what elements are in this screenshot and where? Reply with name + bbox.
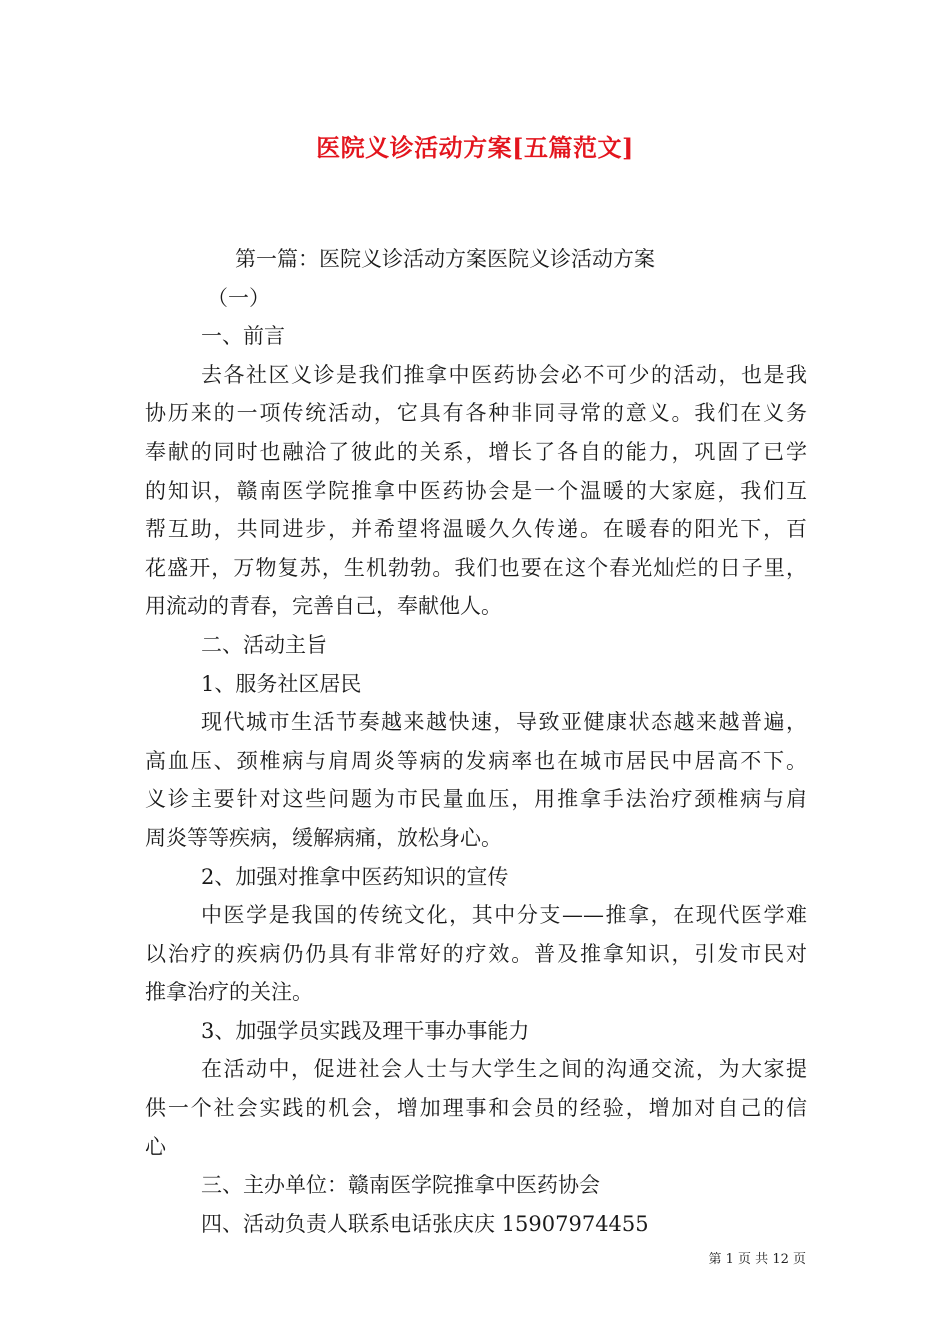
document-body: [145, 240, 807, 1243]
paragraph-line: 奉献的同时也融洽了彼此的关系，增长了各自的能力，巩固了已学: [145, 439, 807, 464]
item-heading: 3、加强学员实践及理干事办事能力: [201, 1018, 530, 1043]
paragraph-line: 以治疗的疾病仍仍具有非常好的疗效。普及推拿知识，引发市民对: [145, 941, 807, 966]
paragraph-line: 帮互助，共同进步，并希望将温暖久久传递。在暖春的阳光下，百: [145, 517, 807, 542]
paragraph-line: 协历来的一项传统活动，它具有各种非同寻常的意义。我们在义务: [145, 401, 807, 426]
paragraph-line: 中医学是我国的传统文化，其中分支——推拿，在现代医学难: [201, 903, 807, 928]
item-heading: 1、服务社区居民: [201, 671, 362, 696]
paragraph-line: 周炎等等疾病，缓解病痛，放松身心。: [145, 825, 502, 850]
paragraph-line: 推拿治疗的关注。: [145, 980, 313, 1005]
organizer-line: 三、主办单位：赣南医学院推拿中医药协会: [201, 1173, 600, 1198]
paragraph-line: 现代城市生活节奏越来越快速，导致亚健康状态越来越普遍，: [201, 710, 807, 735]
contact-line: 四、活动负责人联系电话张庆庆 15907974455: [201, 1211, 649, 1236]
paragraph-line: 的知识，赣南医学院推拿中医药协会是一个温暖的大家庭，我们互: [145, 478, 807, 503]
paragraph-line: 高血压、颈椎病与肩周炎等病的发病率也在城市居民中居高不下。: [145, 748, 807, 773]
purpose-heading: 二、活动主旨: [201, 632, 327, 657]
paragraph-line: 供一个社会实践的机会，增加理事和会员的经验，增加对自己的信: [145, 1096, 807, 1121]
section-heading: 第一篇：医院义诊活动方案医院义诊活动方案: [235, 247, 655, 271]
page-number-footer: 第 1 页 共 12 页: [708, 1252, 806, 1267]
paragraph-line: 用流动的青春，完善自己，奉献他人。: [145, 594, 502, 619]
document-title: 医院义诊活动方案[五篇范文]: [316, 133, 634, 162]
paragraph-line: 花盛开，万物复苏，生机勃勃。我们也要在这个春光灿烂的日子里，: [145, 555, 807, 580]
preface-heading: 一、前言: [201, 324, 285, 349]
item-heading: 2、加强对推拿中医药知识的宣传: [201, 864, 509, 889]
paragraph-line: 心: [145, 1134, 166, 1159]
paragraph-line: 去各社区义诊是我们推拿中医药协会必不可少的活动，也是我: [201, 362, 807, 387]
paragraph-line: 义诊主要针对这些问题为市民量血压，用推拿手法治疗颈椎病与肩: [145, 787, 807, 812]
sub-number: （一）: [207, 285, 270, 310]
paragraph-line: 在活动中，促进社会人士与大学生之间的沟通交流，为大家提: [201, 1057, 807, 1082]
